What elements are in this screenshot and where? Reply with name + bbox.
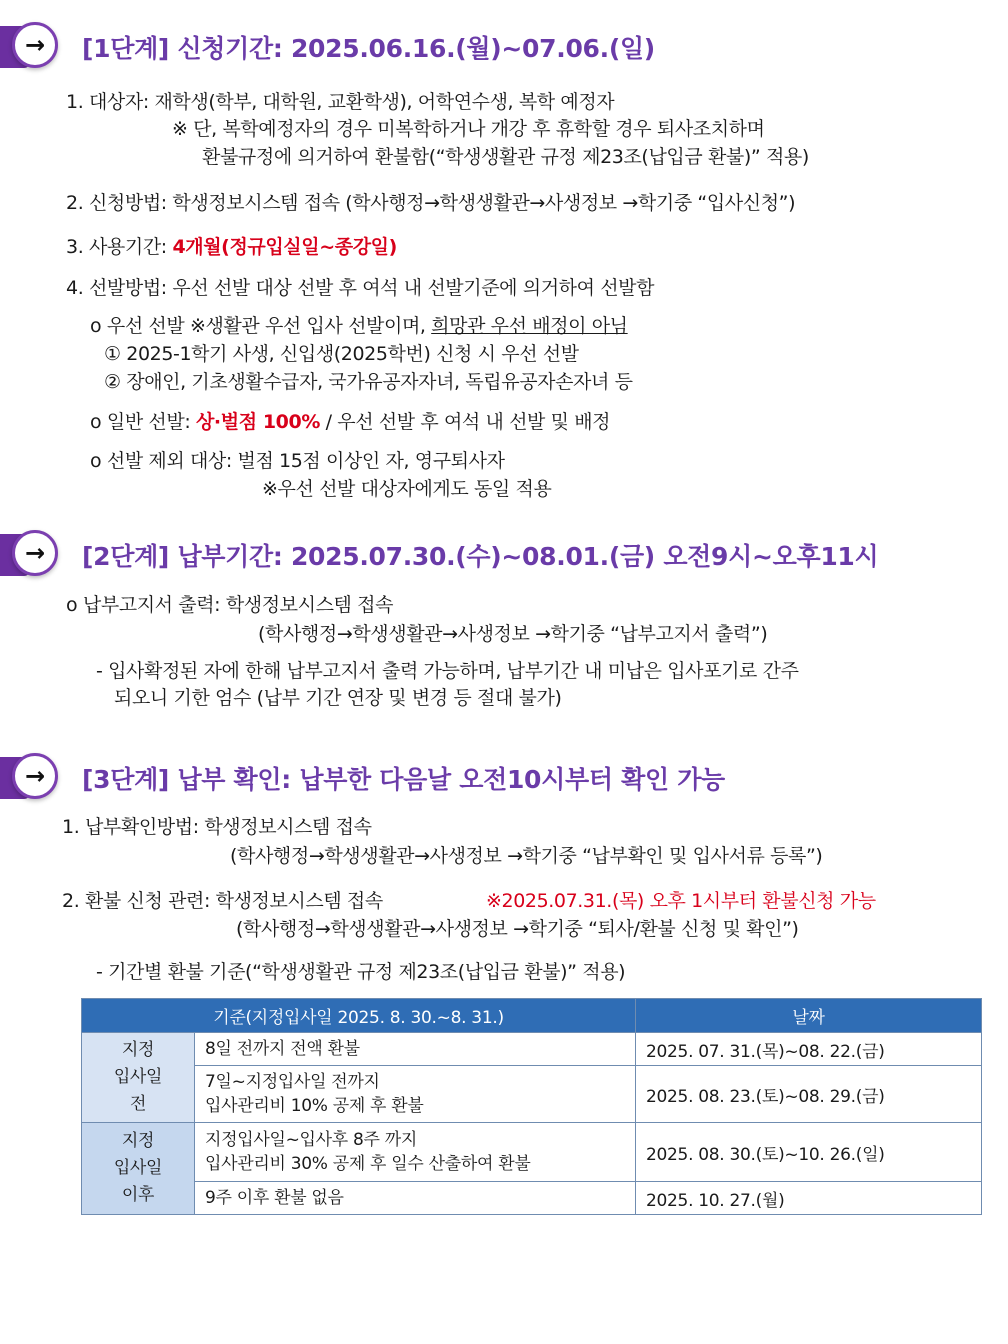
refund-table — [81, 998, 982, 1215]
stage1-excluded-note: ※우선 선발 대상자에게도 동일 적용 — [262, 478, 552, 500]
stage1-header — [0, 22, 1008, 72]
stage3-header — [0, 753, 1008, 803]
stage2-title: [2단계] 납부기간: 2025.07.30.(수)~08.01.(금) 오전9시~오후11시 — [82, 542, 879, 571]
stage1-selection: 4. 선발방법: 우선 선발 대상 선발 후 여석 내 선발기준에 의거하여 선발함 — [66, 277, 655, 299]
stage2-print: o 납부고지서 출력: 학생정보시스템 접속 — [66, 594, 394, 616]
stage3-refund-path: (학사행정→학생생활관→사생정보 →학기중 “퇴사/환불 신청 및 확인”) — [236, 918, 799, 940]
row-desc: 8일 전까지 전액 환불 — [195, 1033, 636, 1066]
priority-label: o 우선 선발 ※생활관 우선 입사 선발이며, — [90, 315, 432, 337]
stage1-title: [1단계] 신청기간: 2025.06.16.(월)~07.06.(일) — [82, 34, 655, 63]
table-row — [82, 1182, 982, 1215]
stage3-confirm: 1. 납부확인방법: 학생정보시스템 접속 — [62, 816, 372, 838]
row-desc: 9주 이후 환불 없음 — [195, 1182, 636, 1215]
row-date: 2025. 07. 31.(목)~08. 22.(금) — [636, 1033, 982, 1066]
stage3-title: [3단계] 납부 확인: 납부한 다음날 오전10시부터 확인 가능 — [82, 765, 725, 794]
stage1-period — [66, 235, 397, 259]
table-row — [82, 1033, 982, 1066]
group-after-checkin: 지정 입사일 이후 — [82, 1123, 195, 1215]
stage1-target: 1. 대상자: 재학생(학부, 대학원, 교환학생), 어학연수생, 복학 예정자 — [66, 91, 615, 113]
stage1-period-value: 4개월(정규입실일~종강일) — [172, 236, 397, 258]
stage2-print-path: (학사행정→학생생활관→사생정보 →학기중 “납부고지서 출력”) — [258, 623, 768, 645]
row-date: 2025. 08. 30.(토)~10. 26.(일) — [636, 1123, 982, 1182]
arrow-right-icon: → — [12, 22, 58, 68]
arrow-right-icon: → — [12, 753, 58, 799]
stage3-refund-note: ※2025.07.31.(목) 오후 1시부터 환불신청 가능 — [486, 890, 876, 912]
stage2-notice1: - 입사확정된 자에 한해 납부고지서 출력 가능하며, 납부기간 내 미납은 입사포기로 간주 — [96, 660, 799, 682]
table-header-row — [82, 999, 982, 1033]
table-row — [82, 1066, 982, 1123]
group-before-checkin: 지정 입사일 전 — [82, 1033, 195, 1123]
general-value: 상·벌점 100% — [195, 411, 320, 433]
stage2-notice2: 되오니 기한 엄수 (납부 기간 연장 및 변경 등 절대 불가) — [114, 687, 562, 709]
stage1-method: 2. 신청방법: 학생정보시스템 접속 (학사행정→학생생활관→사생정보 →학기중 “입사신청”) — [66, 192, 796, 214]
priority-item-1: ① 2025-1학기 사생, 신입생(2025학번) 신청 시 우선 선발 — [104, 343, 579, 365]
priority-underline: 희망관 우선 배정이 아님 — [431, 315, 628, 337]
row-desc: 지정입사일~입사후 8주 까지 입사관리비 30% 공제 후 일수 산출하여 환불 — [195, 1123, 636, 1182]
row-date: 2025. 08. 23.(토)~08. 29.(금) — [636, 1066, 982, 1123]
arrow-right-icon: → — [12, 530, 58, 576]
stage1-excluded: o 선발 제외 대상: 벌점 15점 이상인 자, 영구퇴사자 — [90, 450, 505, 472]
stage1-target-note2: 환불규정에 의거하여 환불함(“학생생활관 규정 제23조(납입금 환불)” 적용) — [202, 146, 809, 168]
stage3-refund: 2. 환불 신청 관련: 학생정보시스템 접속 — [62, 890, 383, 912]
stage2-header — [0, 530, 1008, 580]
stage1-period-label: 3. 사용기간: — [66, 236, 173, 258]
header-date: 날짜 — [636, 999, 982, 1033]
stage1-priority — [90, 314, 628, 338]
row-desc: 7일~지정입사일 전까지 입사관리비 10% 공제 후 환불 — [195, 1066, 636, 1123]
priority-item-2: ② 장애인, 기초생활수급자, 국가유공자자녀, 독립유공자손자녀 등 — [104, 371, 633, 393]
general-label: o 일반 선발: — [90, 411, 196, 433]
row-date: 2025. 10. 27.(월) — [636, 1182, 982, 1215]
stage3-refund-criteria: - 기간별 환불 기준(“학생생활관 규정 제23조(납입금 환불)” 적용) — [96, 961, 626, 983]
general-rest: / 우선 선발 후 여석 내 선발 및 배정 — [319, 411, 611, 433]
header-criteria: 기준(지정입사일 2025. 8. 30.~8. 31.) — [82, 999, 636, 1033]
table-row — [82, 1123, 982, 1182]
stage1-target-note1: ※ 단, 복학예정자의 경우 미복학하거나 개강 후 휴학할 경우 퇴사조치하며 — [172, 118, 765, 140]
stage1-general — [90, 410, 610, 434]
stage3-confirm-path: (학사행정→학생생활관→사생정보 →학기중 “납부확인 및 입사서류 등록”) — [230, 845, 823, 867]
